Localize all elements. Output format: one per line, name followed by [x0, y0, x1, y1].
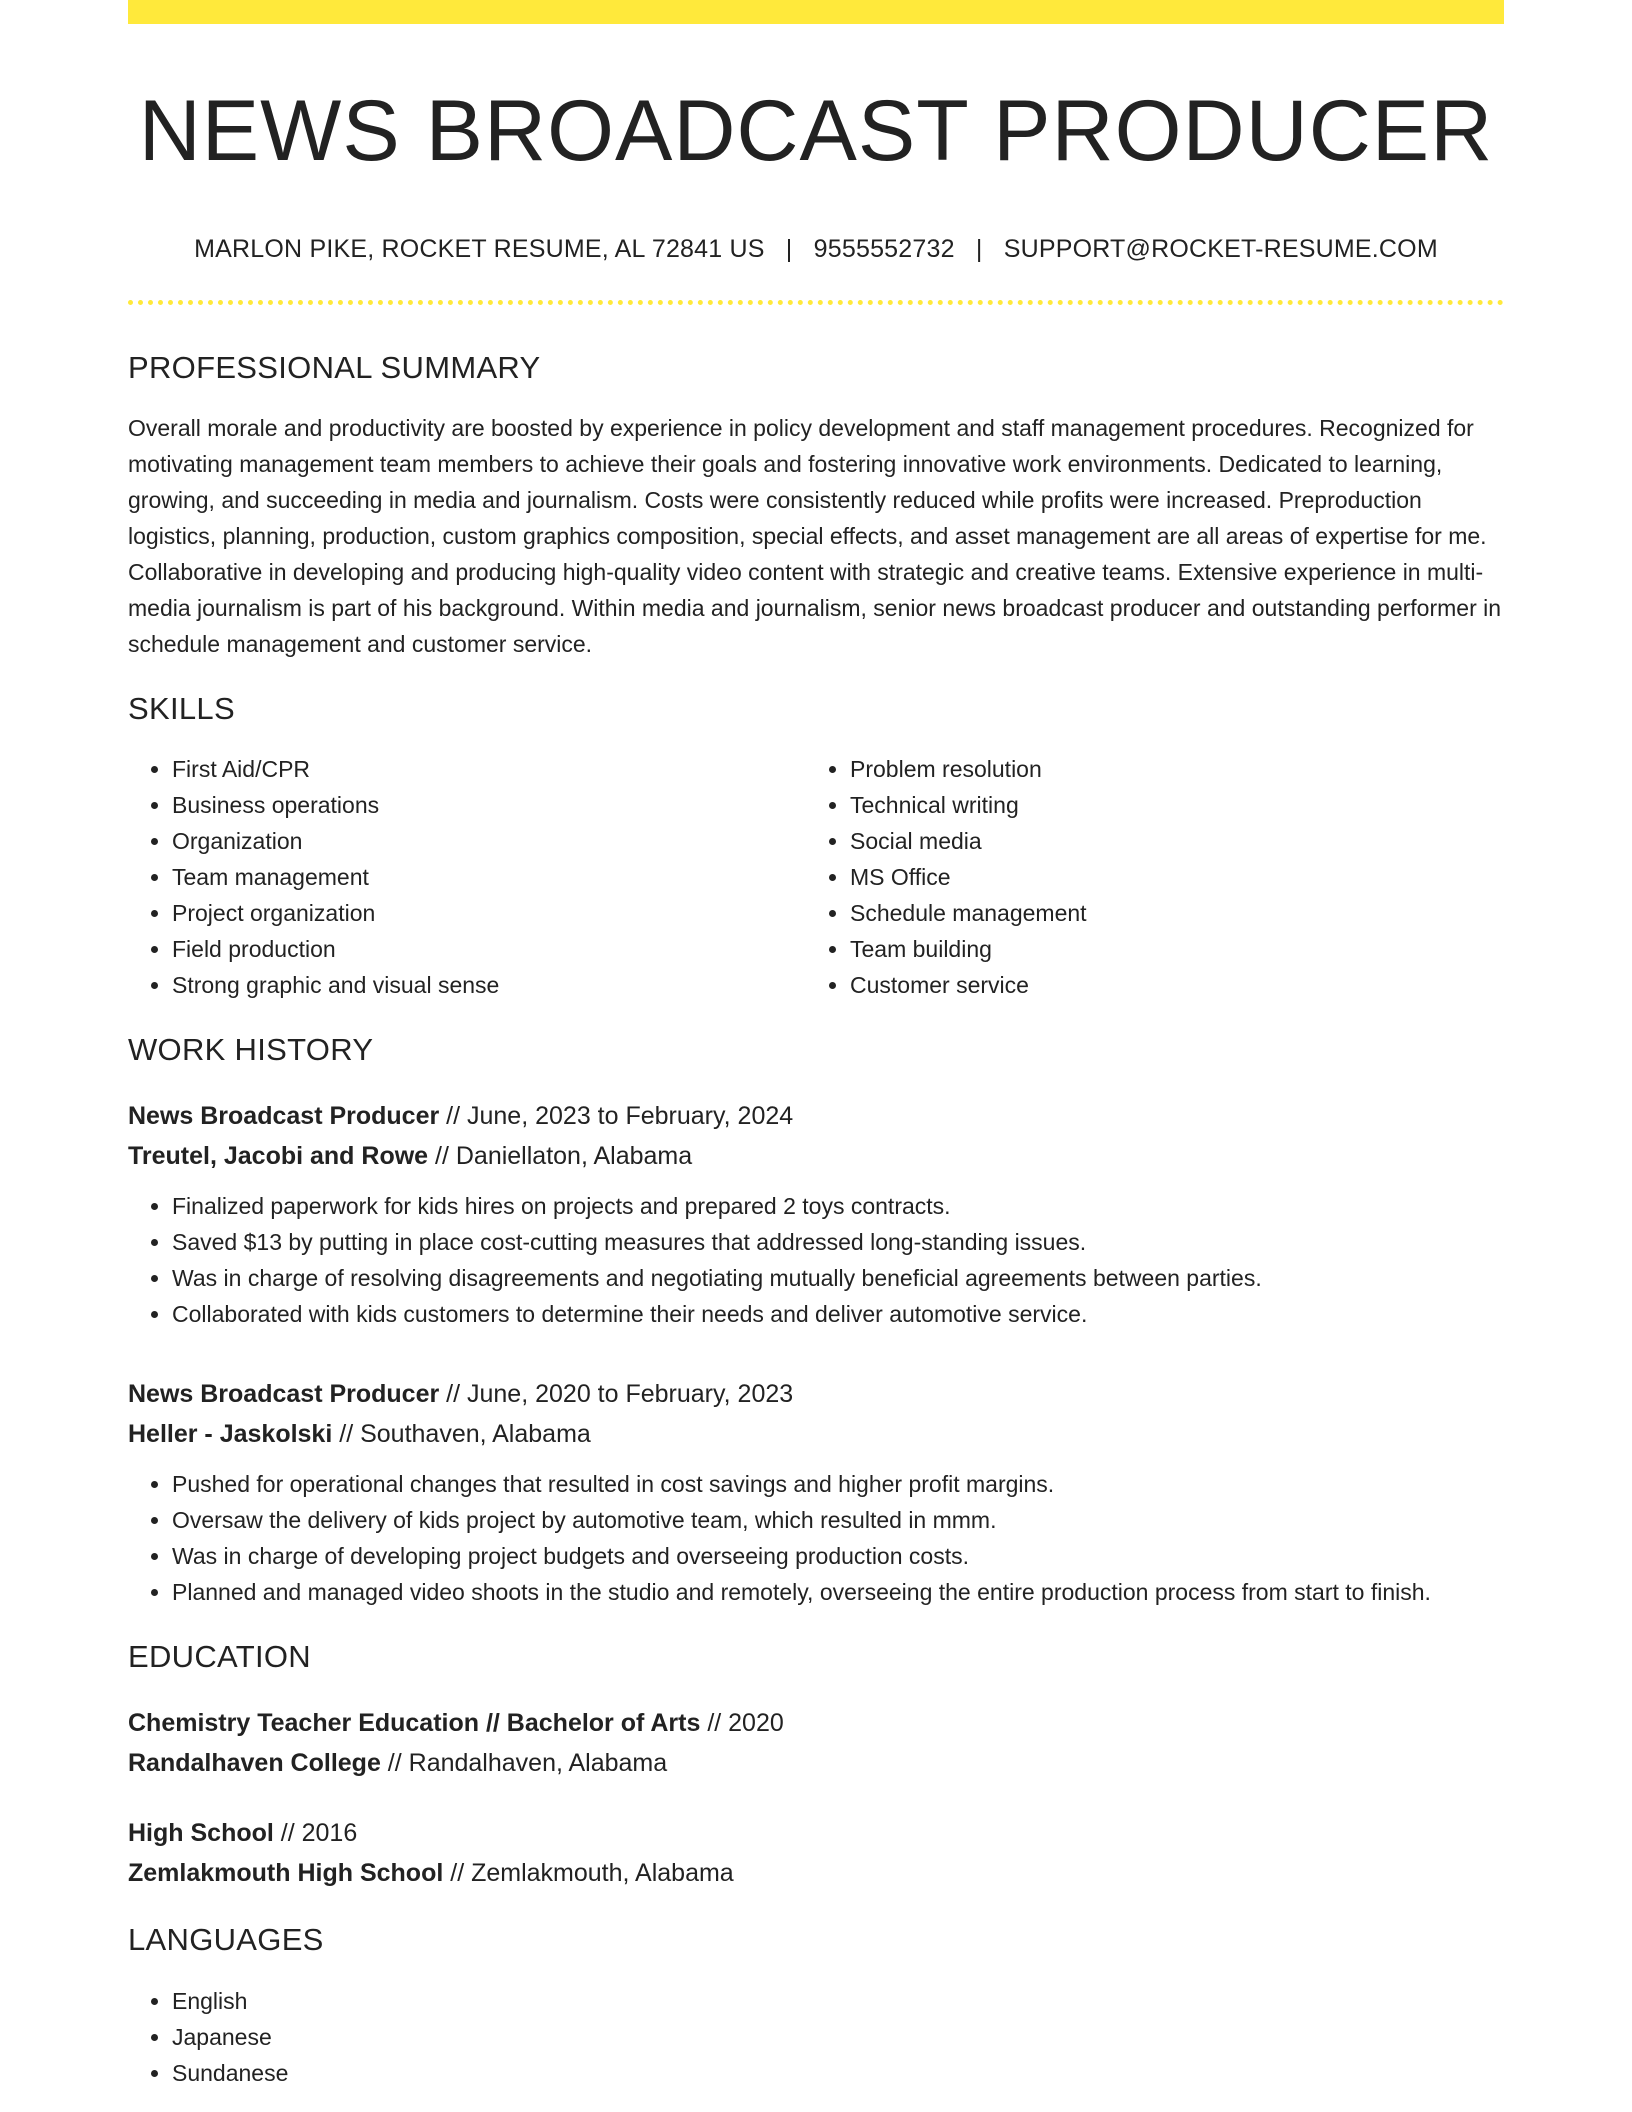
contact-email: SUPPORT@ROCKET-RESUME.COM [1003, 234, 1438, 263]
education-entry [128, 1813, 1504, 1893]
language-item: • Sundanese [172, 2055, 1504, 2091]
job-company: Heller - Jaskolski [128, 1420, 333, 1449]
skills-list-right [806, 751, 1484, 1003]
job-bullet: • Oversaw the delivery of kids project by automotive team, which resulted in mmm. [172, 1502, 1504, 1538]
education-degree: Chemistry Teacher Education // Bachelor of Arts [128, 1709, 701, 1738]
language-item: • Japanese [172, 2019, 1504, 2055]
skill-item: • Problem resolution [850, 751, 1484, 787]
skill-item: • Schedule management [850, 895, 1484, 931]
job-title-line [128, 1096, 1504, 1136]
skill-item: • MS Office [850, 859, 1484, 895]
education-title: EDUCATION [128, 1639, 311, 1675]
skill-item: • Project organization [172, 895, 806, 931]
contact-address: MARLON PIKE, ROCKET RESUME, AL 72841 US [194, 234, 765, 263]
job-dates: // June, 2020 to February, 2023 [439, 1380, 794, 1409]
header-divider [128, 300, 1504, 305]
education-location: // Randalhaven, Alabama [380, 1749, 668, 1778]
job-company-line [128, 1136, 1504, 1176]
job-bullet: • Saved $13 by putting in place cost-cutting measures that addressed long-standing issues. [172, 1224, 1504, 1260]
job-dates: // June, 2023 to February, 2024 [439, 1102, 794, 1131]
education-degree: High School [128, 1819, 274, 1848]
job-bullet: • Was in charge of developing project budgets and overseeing production costs. [172, 1538, 1504, 1574]
job-title-line [128, 1374, 1504, 1414]
skill-item: • Team building [850, 931, 1484, 967]
job-bullet: • Collaborated with kids customers to determine their needs and deliver automotive service. [172, 1296, 1504, 1332]
job-location: // Southaven, Alabama [332, 1420, 591, 1449]
skill-item: • Strong graphic and visual sense [172, 967, 806, 1003]
job-bullet: • Planned and managed video shoots in the studio and remotely, overseeing the entire production process from start to finish. [172, 1574, 1504, 1610]
job-bullet: • Finalized paperwork for kids hires on projects and prepared 2 toys contracts. [172, 1188, 1504, 1224]
job-role: News Broadcast Producer [128, 1380, 440, 1409]
skills-list-left [128, 751, 806, 1003]
education-degree-line [128, 1813, 1504, 1853]
work-history-title: WORK HISTORY [128, 1031, 374, 1067]
resume-name: NEWS BROADCAST PRODUCER [138, 83, 1494, 179]
job-location: // Daniellaton, Alabama [428, 1142, 693, 1171]
skill-item: • First Aid/CPR [172, 751, 806, 787]
skill-item: • Customer service [850, 967, 1484, 1003]
job-bullets [128, 1466, 1504, 1610]
education-school: Zemlakmouth High School [128, 1859, 444, 1888]
contact-phone: 9555552732 [813, 234, 955, 263]
skill-item: • Social media [850, 823, 1484, 859]
resume-page [128, 0, 1504, 2091]
education-location: // Zemlakmouth, Alabama [443, 1859, 734, 1888]
education-school-line [128, 1853, 1504, 1893]
summary-text: Overall morale and productivity are boosted by experience in policy development and staff management procedures. Recognized for motivating management team members to achieve their goals and fostering innovative work environments. Dedicated to learning, growing, and succeeding in media and journalism. Costs were consistently reduced while profits were increased. Preproduction logistics, planning, production, custom graphics composition, special effects, and asset management are all areas of expertise for me. Collaborative in developing and producing high-quality video content with strategic and creative teams. Extensive experience in multi-media journalism is part of his background. Within media and journalism, senior news broadcast producer and outstanding performer in schedule management and customer service. [128, 414, 1502, 657]
job-bullets [128, 1188, 1504, 1332]
job-entry [128, 1096, 1504, 1332]
skills-columns [128, 751, 1504, 1003]
job-bullet: • Was in charge of resolving disagreements and negotiating mutually beneficial agreements between parties. [172, 1260, 1504, 1296]
contact-separator: | [975, 234, 983, 263]
skill-item: • Technical writing [850, 787, 1484, 823]
job-role: News Broadcast Producer [128, 1102, 440, 1131]
education-year: // 2020 [700, 1709, 784, 1738]
skill-item: • Team management [172, 859, 806, 895]
language-item: • English [172, 1983, 1504, 2019]
skill-item: • Business operations [172, 787, 806, 823]
top-accent-bar [128, 0, 1504, 24]
contact-separator: | [785, 234, 793, 263]
skills-title: SKILLS [128, 690, 235, 726]
languages-title: LANGUAGES [128, 1922, 324, 1958]
job-entry [128, 1374, 1504, 1610]
skill-item: • Organization [172, 823, 806, 859]
languages-list [128, 1983, 1504, 2091]
education-year: // 2016 [273, 1819, 358, 1848]
education-school-line [128, 1743, 1504, 1783]
job-company-line [128, 1414, 1504, 1454]
summary-title: PROFESSIONAL SUMMARY [128, 349, 541, 385]
job-company: Treutel, Jacobi and Rowe [128, 1142, 429, 1171]
education-school: Randalhaven College [128, 1749, 381, 1778]
education-degree-line [128, 1703, 1504, 1743]
job-bullet: • Pushed for operational changes that resulted in cost savings and higher profit margins. [172, 1466, 1504, 1502]
skill-item: • Field production [172, 931, 806, 967]
contact-line [128, 235, 1504, 264]
education-entry [128, 1703, 1504, 1783]
